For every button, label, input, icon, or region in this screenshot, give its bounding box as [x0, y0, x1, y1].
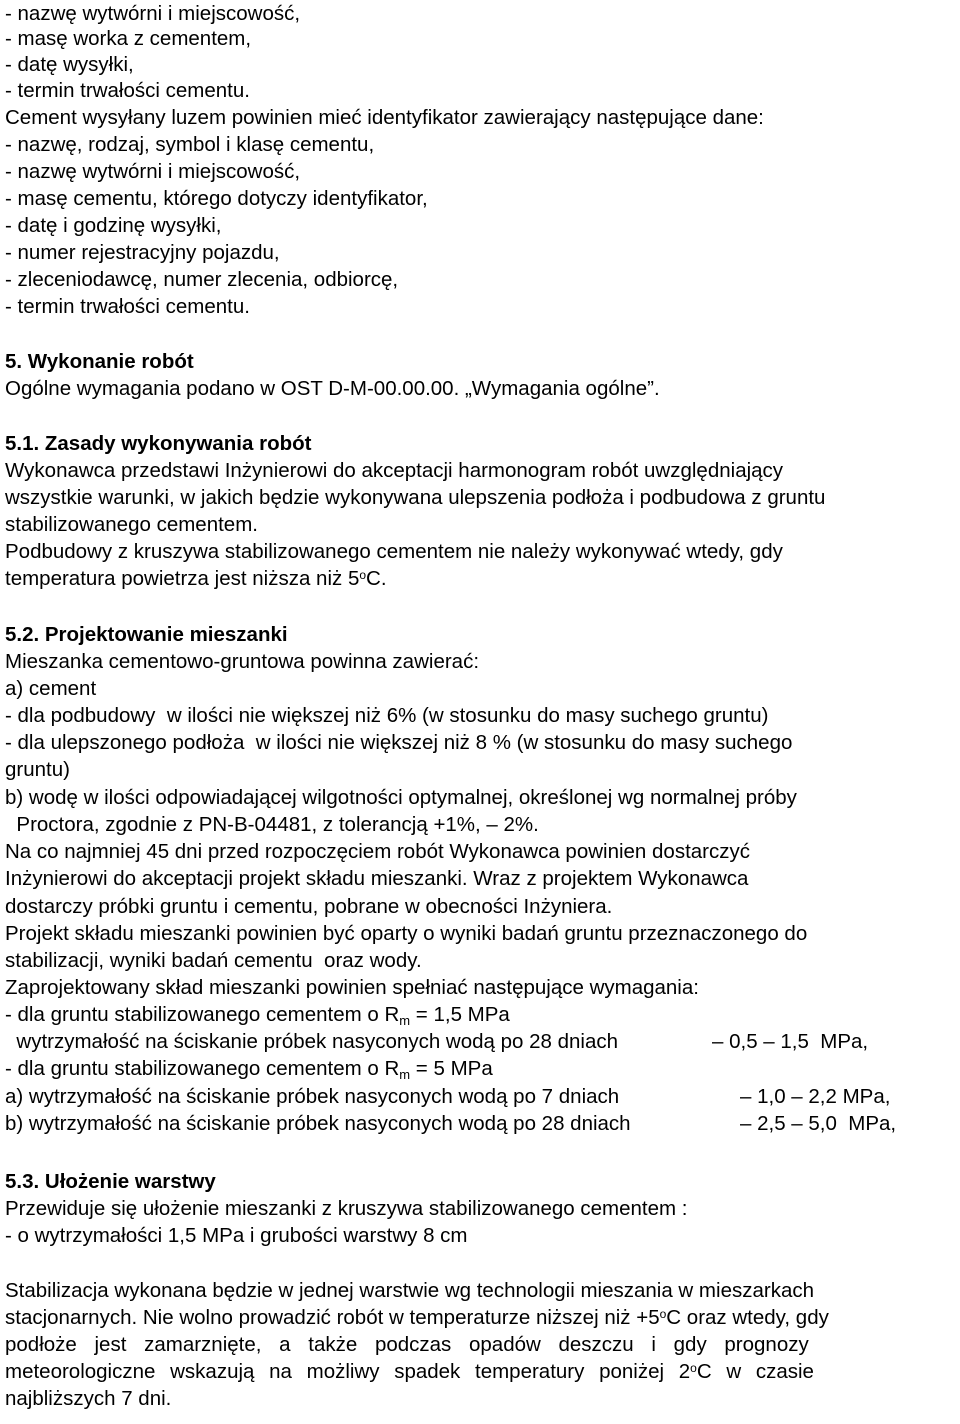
paragraph-line — [5, 1358, 814, 1385]
paragraph-line: Zaprojektowany skład mieszanki powinien spełniać następujące wymagania: — [5, 976, 699, 999]
text-run: = 5 MPa — [410, 1057, 493, 1080]
subscript: m — [399, 1013, 411, 1028]
paragraph-line — [5, 565, 387, 592]
paragraph-line: Ogólne wymagania podano w OST D-M-00.00.00. „Wymagania ogólne”. — [5, 377, 660, 400]
text-run: - dla gruntu stabilizowanego cementem o R — [5, 1003, 400, 1026]
requirement-label: b) wytrzymałość na ściskanie próbek nasyconych wodą po 28 dniach — [5, 1112, 631, 1135]
paragraph-line: b) wodę w ilości odpowiadającej wilgotności optymalnej, określonej wg normalnej próby — [5, 786, 797, 809]
list-item: - datę i godzinę wysyłki, — [5, 214, 222, 237]
paragraph-line: Wykonawca przedstawi Inżynierowi do akceptacji harmonogram robót uwzględniający — [5, 459, 784, 482]
paragraph-line: najbliższych 7 dni. — [5, 1387, 172, 1410]
paragraph-line: stabilizacji, wyniki badań cementu oraz wody. — [5, 949, 422, 972]
text-run: C w czasie — [696, 1360, 814, 1383]
text-run: C oraz wtedy, gdy — [666, 1306, 829, 1329]
paragraph-line: wszystkie warunki, w jakich będzie wykonywana ulepszenia podłoża i podbudowa z gruntu — [5, 486, 826, 509]
list-item: - datę wysyłki, — [5, 53, 134, 76]
text-run: temperatura powietrza jest niższa niż 5 — [5, 567, 360, 590]
list-item: - termin trwałości cementu. — [5, 295, 250, 318]
list-item: - dla podbudowy w ilości nie większej niż 6% (w stosunku do masy suchego gruntu) — [5, 704, 769, 727]
requirement-value: – 0,5 – 1,5 MPa, — [712, 1030, 869, 1053]
requirement-value: – 1,0 – 2,2 MPa, — [740, 1085, 891, 1108]
paragraph-line: Mieszanka cementowo-gruntowa powinna zawierać: — [5, 650, 480, 673]
text-run: stacjonarnych. Nie wolno prowadzić robót w temperaturze niższej niż +5 — [5, 1306, 660, 1329]
section-heading: 5. Wykonanie robót — [5, 350, 194, 373]
list-item: - nazwę, rodzaj, symbol i klasę cementu, — [5, 133, 375, 156]
requirement-label: wytrzymałość na ściskanie próbek nasyconych wodą po 28 dniach — [5, 1030, 619, 1053]
paragraph-line: Cement wysyłany luzem powinien mieć identyfikator zawierający następujące dane: — [5, 106, 764, 129]
superscript: o — [359, 568, 367, 582]
paragraph-line: Proctora, zgodnie z PN-B-04481, z tolerancją +1%, – 2%. — [5, 813, 539, 836]
list-item: - termin trwałości cementu. — [5, 79, 250, 102]
paragraph-line: a) cement — [5, 677, 97, 700]
list-item: - zleceniodawcę, numer zlecenia, odbiorcę, — [5, 268, 399, 291]
list-item: - nazwę wytwórni i miejscowość, — [5, 2, 301, 25]
subscript: m — [399, 1067, 411, 1082]
list-item: - masę worka z cementem, — [5, 27, 252, 50]
paragraph-line: gruntu) — [5, 758, 70, 781]
list-item — [5, 1001, 510, 1030]
section-heading: 5.3. Ułożenie warstwy — [5, 1170, 216, 1193]
paragraph-line: Inżynierowi do akceptacji projekt składu mieszanki. Wraz z projektem Wykonawca — [5, 867, 749, 890]
text-run: = 1,5 MPa — [410, 1003, 510, 1026]
section-heading: 5.2. Projektowanie mieszanki — [5, 623, 288, 646]
list-item: - o wytrzymałości 1,5 MPa i grubości warstwy 8 cm — [5, 1224, 468, 1247]
paragraph-line: stabilizowanego cementem. — [5, 513, 258, 536]
text-run: C. — [366, 567, 387, 590]
section-heading: 5.1. Zasady wykonywania robót — [5, 432, 312, 455]
list-item: - numer rejestracyjny pojazdu, — [5, 241, 280, 264]
paragraph-line — [5, 1304, 829, 1331]
superscript: o — [690, 1361, 697, 1375]
paragraph-line: Stabilizacja wykonana będzie w jednej warstwie wg technologii mieszania w mieszarkach — [5, 1279, 814, 1302]
text-run: - dla gruntu stabilizowanego cementem o R — [5, 1057, 400, 1080]
text-run: meteorologiczne wskazują na możliwy spadek temperatury poniżej 2 — [5, 1360, 691, 1383]
paragraph-line: podłoże jest zamarznięte, a także podczas opadów deszczu i gdy prognozy — [5, 1333, 809, 1356]
paragraph-line: Przewiduje się ułożenie mieszanki z kruszywa stabilizowanego cementem : — [5, 1197, 688, 1220]
paragraph-line: Podbudowy z kruszywa stabilizowanego cementem nie należy wykonywać wtedy, gdy — [5, 540, 783, 563]
list-item: - masę cementu, którego dotyczy identyfikator, — [5, 187, 428, 210]
list-item: - nazwę wytwórni i miejscowość, — [5, 160, 301, 183]
requirement-value: – 2,5 – 5,0 MPa, — [740, 1112, 897, 1135]
paragraph-line: Na co najmniej 45 dni przed rozpoczęciem robót Wykonawca powinien dostarczyć — [5, 840, 751, 863]
paragraph-line: Projekt składu mieszanki powinien być oparty o wyniki badań gruntu przeznaczonego do — [5, 922, 808, 945]
list-item — [5, 1055, 493, 1084]
paragraph-line: dostarczy próbki gruntu i cementu, pobrane w obecności Inżyniera. — [5, 895, 613, 918]
list-item: - dla ulepszonego podłoża w ilości nie większej niż 8 % (w stosunku do masy suchego — [5, 731, 793, 754]
requirement-label: a) wytrzymałość na ściskanie próbek nasyconych wodą po 7 dniach — [5, 1085, 620, 1108]
superscript: o — [659, 1307, 667, 1321]
